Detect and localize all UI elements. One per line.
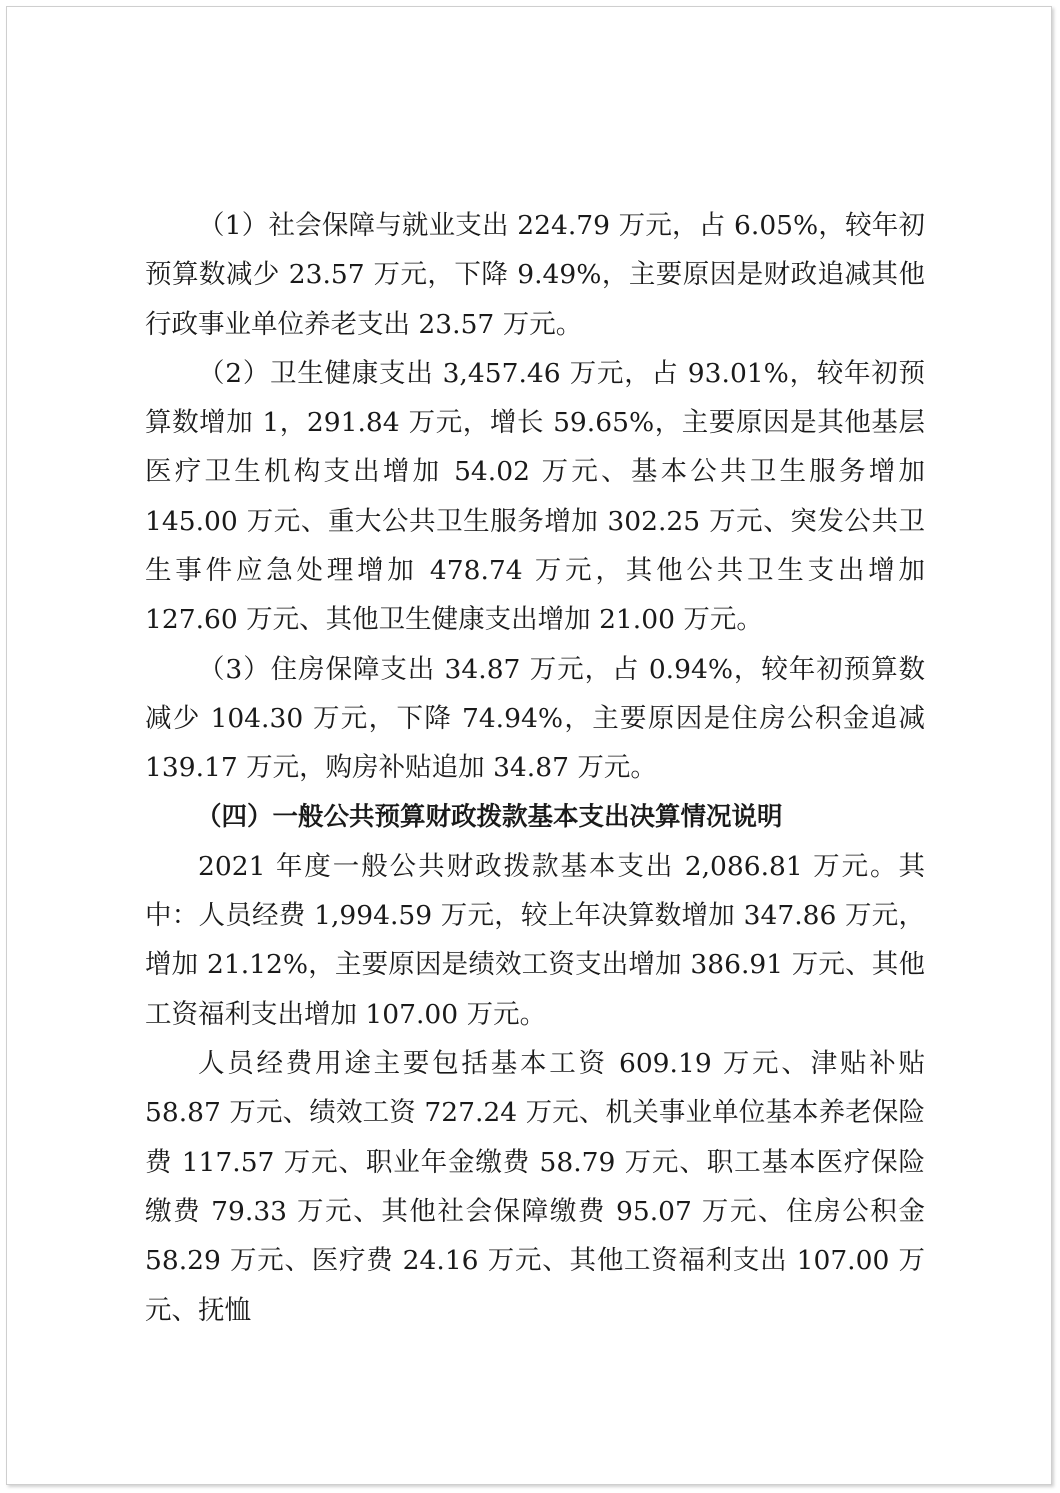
paragraph-personnel-costs: 人员经费用途主要包括基本工资 609.19 万元、津贴补贴 58.87 万元、绩效工资 727.24 万元、机关事业单位基本养老保险费 117.57 万元、职业年金缴费 58.79 万元、职工基本医疗保险缴费 79.33 万元、其他社会保障缴费 95.07 万元、住房公积金 58.29 万元、医疗费 24.16 万元、其他工资福利支出 107.00 万元、抚恤 [145, 1048, 925, 1326]
paragraph-housing: （3）住房保障支出 34.87 万元，占 0.94%，较年初预算数减少 104.30 万元，下降 74.94%，主要原因是住房公积金追减 139.17 万元，购房补贴追加 34.87 万元。 [145, 653, 925, 784]
section-heading: （四）一般公共预算财政拨款基本支出决算情况说明 [196, 801, 783, 832]
document-page [6, 6, 1052, 1485]
paragraph-basic-expenditure: 2021 年度一般公共财政拨款基本支出 2,086.81 万元。其中：人员经费 1,994.59 万元，较上年决算数增加 347.86 万元，增加 21.12%，主要原因是绩效工资支出增加 386.91 万元、其他工资福利支出增加 107.00 万元。 [145, 850, 925, 1030]
document-body [145, 201, 925, 1335]
paragraph-social-security: （1）社会保障与就业支出 224.79 万元，占 6.05%，较年初预算数减少 23.57 万元，下降 9.49%，主要原因是财政追减其他行政事业单位养老支出 23.57 万元。 [145, 210, 925, 340]
paragraph-health: （2）卫生健康支出 3,457.46 万元，占 93.01%，较年初预算数增加 1，291.84 万元，增长 59.65%，主要原因是其他基层医疗卫生机构支出增加 54.02 万元、基本公共卫生服务增加 145.00 万元、重大公共卫生服务增加 302.25 万元、突发公共卫生事件应急处理增加 478.74 万元，其他公共卫生支出增加 127.60 万元、其他卫生健康支出增加 21.00 万元。 [145, 357, 925, 636]
